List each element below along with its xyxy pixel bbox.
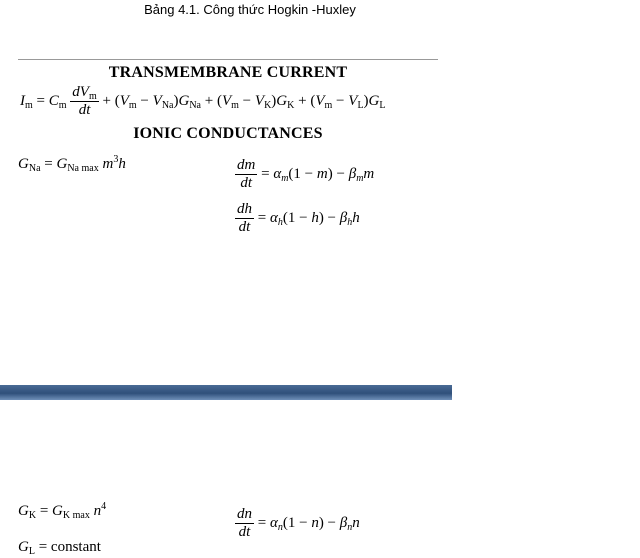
equation-dm-dt: $\frac{dm}{dt}$ = $\alpha_m(1 - m) - \beta_mm$ <box>237 157 375 191</box>
equation-gl: $G_L$ = constant <box>18 539 101 557</box>
equation-dn-dt: $\frac{dn}{dt}$ = $\alpha_n(1 - n) - \beta_nn$ <box>237 506 360 540</box>
gl-value: constant <box>50 539 101 555</box>
table-caption: Bảng 4.1. Công thức Hogkin -Huxley <box>144 2 356 17</box>
heading-ionic-conductances: IONIC CONDUCTANCES <box>133 125 323 142</box>
equation-dh-dt: $\frac{dh}{dt}$ = $\alpha_h(1 - h) - \beta_hh$ <box>237 201 360 235</box>
equation-membrane-current: $I_m = C_m$ $\frac{dV_m}{dt}$ + $(V_m - V_{Na})G_{Na} + (V_m - V_K)G_K + (V_m - V_L)G_L$ <box>20 84 386 118</box>
heading-transmembrane-current: TRANSMEMBRANE CURRENT <box>108 64 348 81</box>
equation-gk: $G_K = G_{K max}$ $n^4$ <box>18 501 107 521</box>
equation-gna: $G_{Na} = G_{Na max}$ $m^3h$ <box>18 154 126 174</box>
blue-separator-band <box>0 385 452 400</box>
divider-line <box>18 59 438 60</box>
